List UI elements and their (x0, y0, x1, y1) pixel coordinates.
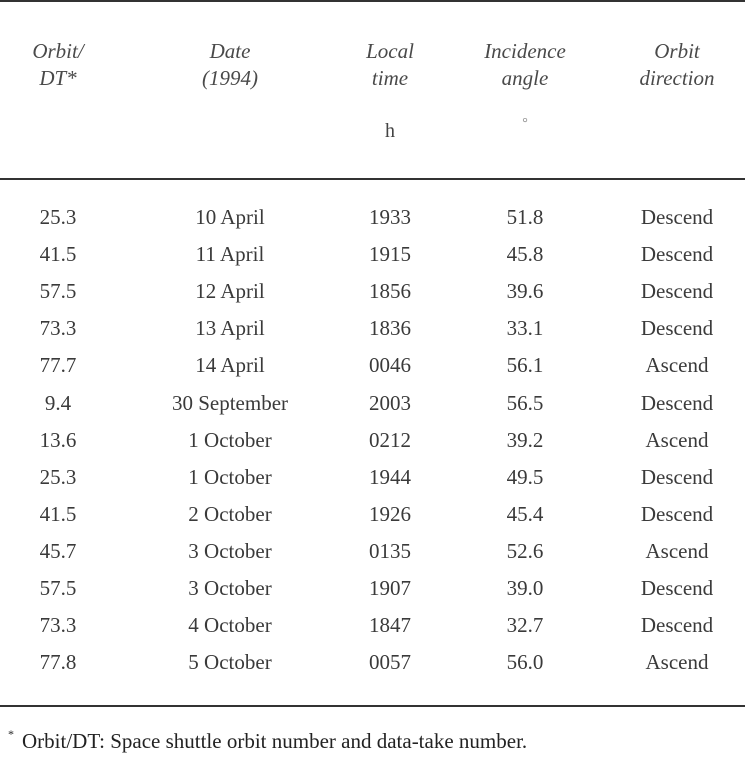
table-row (0, 279, 745, 313)
unit-time: h (385, 120, 395, 142)
cell-time: 2003 (369, 391, 411, 415)
cell-direction: Descend (640, 316, 714, 340)
cell-date: 1 October (188, 465, 272, 489)
cell-date: 12 April (195, 279, 265, 303)
cell-direction: Descend (640, 391, 714, 415)
table-row (0, 353, 745, 387)
header-orbit-line2: DT* (39, 66, 77, 90)
cell-direction: Descend (640, 576, 714, 600)
cell-angle: 39.6 (506, 279, 544, 303)
cell-direction: Ascend (645, 539, 709, 563)
cell-angle: 49.5 (506, 465, 544, 489)
cell-direction: Descend (640, 205, 714, 229)
cell-orbit: 41.5 (39, 502, 77, 526)
table-row (0, 205, 745, 239)
header-orbit-direction (612, 38, 742, 92)
cell-time: 0135 (369, 539, 411, 563)
footnote-text: Orbit/DT: Space shuttle orbit number and data-take number. (22, 729, 528, 753)
cell-angle: 39.0 (506, 576, 544, 600)
table-row (0, 576, 745, 610)
cell-time: 0057 (369, 650, 411, 674)
cell-date: 14 April (195, 353, 265, 377)
cell-orbit: 73.3 (39, 316, 77, 340)
cell-date: 11 April (195, 242, 265, 266)
cell-direction: Ascend (645, 353, 709, 377)
header-date-line1: Date (209, 39, 251, 63)
table-row (0, 391, 745, 425)
unit-angle: ° (522, 116, 528, 131)
header-orbit-line1: Orbit/ (32, 39, 84, 63)
header-time-line1: Local (366, 39, 414, 63)
cell-direction: Descend (640, 502, 714, 526)
cell-date: 2 October (188, 502, 272, 526)
cell-date: 13 April (195, 316, 265, 340)
header-time-line2: time (371, 66, 409, 90)
cell-angle: 39.2 (506, 428, 544, 452)
cell-time: 1944 (369, 465, 411, 489)
cell-time: 1933 (369, 205, 411, 229)
cell-orbit: 57.5 (39, 279, 77, 303)
footnote-marker: * (8, 727, 14, 741)
cell-date: 30 September (171, 391, 289, 415)
header-incidence-angle (470, 38, 580, 92)
cell-orbit: 77.8 (39, 650, 77, 674)
cell-orbit: 77.7 (39, 353, 77, 377)
header-bottom-rule (0, 178, 745, 180)
cell-direction: Ascend (645, 428, 709, 452)
cell-time: 1907 (369, 576, 411, 600)
cell-date: 10 April (195, 205, 265, 229)
cell-orbit: 73.3 (39, 613, 77, 637)
header-direction-line1: Orbit (654, 39, 700, 63)
cell-time: 1856 (369, 279, 411, 303)
cell-angle: 51.8 (506, 205, 544, 229)
table-row (0, 242, 745, 276)
cell-time: 0212 (369, 428, 411, 452)
cell-angle: 56.0 (506, 650, 544, 674)
table-row (0, 502, 745, 536)
cell-orbit: 25.3 (39, 465, 77, 489)
header-angle-line1: Incidence (484, 39, 566, 63)
cell-angle: 45.8 (506, 242, 544, 266)
table-top-rule (0, 0, 745, 2)
cell-angle: 56.1 (506, 353, 544, 377)
table-row (0, 428, 745, 462)
cell-time: 1847 (369, 613, 411, 637)
cell-time: 1836 (369, 316, 411, 340)
table-row (0, 613, 745, 647)
header-orbit (28, 38, 88, 92)
cell-orbit: 25.3 (39, 205, 77, 229)
cell-angle: 52.6 (506, 539, 544, 563)
cell-angle: 56.5 (506, 391, 544, 415)
cell-time: 1926 (369, 502, 411, 526)
cell-date: 3 October (188, 539, 272, 563)
cell-orbit: 9.4 (44, 391, 72, 415)
table-row (0, 650, 745, 684)
cell-direction: Descend (640, 465, 714, 489)
header-angle-line2: angle (501, 66, 549, 90)
cell-direction: Descend (640, 279, 714, 303)
cell-date: 4 October (188, 613, 272, 637)
cell-orbit: 41.5 (39, 242, 77, 266)
cell-angle: 32.7 (506, 613, 544, 637)
cell-date: 1 October (188, 428, 272, 452)
cell-angle: 45.4 (506, 502, 544, 526)
table-bottom-rule (0, 705, 745, 707)
table-row (0, 539, 745, 573)
cell-direction: Ascend (645, 650, 709, 674)
header-date (120, 38, 340, 92)
cell-orbit: 57.5 (39, 576, 77, 600)
cell-time: 0046 (369, 353, 411, 377)
table-row (0, 316, 745, 350)
header-direction-line2: direction (639, 66, 715, 90)
header-local-time (340, 38, 440, 92)
cell-angle: 33.1 (506, 316, 544, 340)
cell-date: 3 October (188, 576, 272, 600)
cell-direction: Descend (640, 613, 714, 637)
footnote (8, 727, 527, 754)
cell-orbit: 45.7 (39, 539, 77, 563)
cell-date: 5 October (188, 650, 272, 674)
cell-direction: Descend (640, 242, 714, 266)
header-date-line2: (1994) (202, 66, 258, 90)
cell-time: 1915 (369, 242, 411, 266)
table-row (0, 465, 745, 499)
cell-orbit: 13.6 (39, 428, 77, 452)
